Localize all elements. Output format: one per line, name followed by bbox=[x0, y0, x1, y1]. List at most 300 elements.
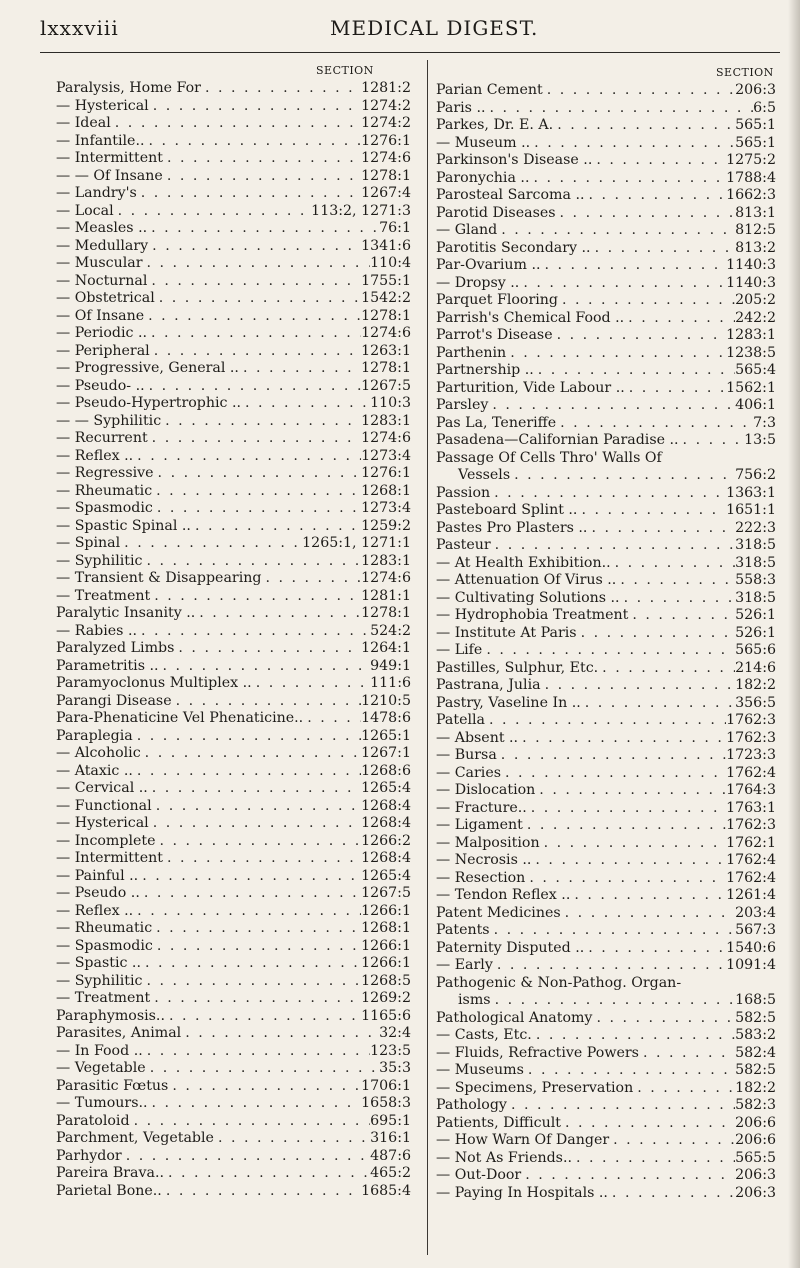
index-entry-section: 1788:4 bbox=[726, 169, 776, 186]
leader-dots bbox=[137, 623, 370, 641]
leader-dots bbox=[163, 168, 361, 186]
index-entry bbox=[56, 693, 411, 711]
leader-dots bbox=[144, 133, 361, 151]
leader-dots bbox=[485, 712, 726, 730]
index-entry-section: 1278:1 bbox=[361, 307, 411, 324]
index-entry-section: 1762:4 bbox=[726, 869, 776, 886]
index-entry-label: — Out-Door bbox=[436, 1167, 522, 1183]
index-entry-section: 206:3 bbox=[735, 82, 776, 98]
index-entry-section: 583:2 bbox=[735, 1027, 776, 1043]
leader-dots bbox=[142, 553, 361, 571]
index-entry-section: 1265:4 bbox=[361, 867, 411, 884]
index-entry-label: Paralytic Insanity .. bbox=[56, 605, 196, 621]
index-entry-section: 582:5 bbox=[735, 1009, 776, 1026]
index-entry bbox=[56, 1095, 411, 1113]
index-entry-label: Parian Cement bbox=[436, 82, 543, 98]
index-entry bbox=[56, 640, 411, 658]
index-entry-label: — Regressive bbox=[56, 465, 154, 481]
leader-dots bbox=[556, 415, 753, 433]
index-entry-label: — Tendon Reflex .. bbox=[436, 887, 571, 903]
index-entry-label: Paternity Disputed .. bbox=[436, 939, 585, 956]
leader-dots bbox=[639, 1045, 735, 1063]
index-entry bbox=[436, 432, 776, 450]
leader-dots bbox=[681, 975, 776, 993]
index-entry bbox=[56, 658, 411, 676]
index-entry bbox=[56, 938, 411, 956]
index-entry-section: 1283:1 bbox=[361, 552, 411, 569]
index-entry bbox=[436, 642, 776, 660]
index-entry bbox=[56, 98, 411, 116]
leader-dots bbox=[159, 658, 371, 676]
leader-dots bbox=[501, 765, 726, 783]
index-entry-label: Pastry, Vaseline In .. bbox=[436, 694, 581, 711]
index-entry-section: 13:5 bbox=[744, 432, 776, 448]
leader-dots bbox=[553, 117, 735, 135]
leader-dots bbox=[624, 310, 735, 328]
index-entry bbox=[436, 625, 776, 643]
page-title: MEDICAL DIGEST. bbox=[330, 16, 539, 40]
leader-dots bbox=[556, 205, 736, 223]
index-entry-label: — Ligament bbox=[436, 817, 523, 833]
index-entry-label: Paramyoclonus Multiplex .. bbox=[56, 675, 252, 691]
index-entry-label: — Hysterical bbox=[56, 815, 149, 831]
index-entry bbox=[436, 765, 776, 783]
index-entry bbox=[436, 310, 776, 328]
index-entry-section: 356:5 bbox=[735, 694, 776, 711]
index-entry-label: Patients, Difficult bbox=[436, 1114, 561, 1131]
leader-dots bbox=[145, 378, 361, 396]
index-entry bbox=[436, 1080, 776, 1098]
index-entry-label: isms bbox=[458, 992, 491, 1008]
index-entry bbox=[436, 502, 776, 520]
index-entry bbox=[436, 345, 776, 363]
index-entry bbox=[436, 922, 776, 940]
index-entry bbox=[56, 605, 411, 623]
index-entry-section: 565:5 bbox=[735, 1149, 776, 1166]
index-entry-label: Patents bbox=[436, 922, 490, 938]
index-entry-section: 1562:1 bbox=[726, 379, 776, 396]
leader-dots bbox=[577, 502, 726, 520]
index-entry-label: — Recurrent bbox=[56, 430, 148, 446]
index-entry-label: Parametritis .. bbox=[56, 657, 159, 674]
index-entry-section: 1278:1 bbox=[361, 360, 411, 376]
index-entry-section: 76:1 bbox=[379, 220, 411, 236]
index-entry bbox=[436, 1062, 776, 1080]
leader-dots bbox=[214, 1130, 370, 1148]
index-entry-section: 567:3 bbox=[735, 922, 776, 938]
index-entry-section: 526:1 bbox=[735, 607, 776, 623]
index-entry-section: 1273:4 bbox=[361, 500, 411, 516]
index-entry-section: 123:5 bbox=[370, 1042, 411, 1059]
index-entry-label: — Spinal bbox=[56, 535, 121, 551]
leader-dots bbox=[524, 1062, 735, 1080]
index-entry bbox=[56, 360, 411, 378]
index-entry-label: Pasteur bbox=[436, 537, 491, 553]
leader-dots bbox=[143, 255, 371, 273]
index-entry-label: — Life bbox=[436, 642, 483, 658]
index-entry-section: 111:6 bbox=[370, 675, 411, 691]
index-entry-label: Pas La, Teneriffe bbox=[436, 414, 557, 431]
leader-dots bbox=[201, 80, 361, 98]
index-entry bbox=[56, 133, 411, 151]
leader-dots bbox=[161, 413, 361, 431]
index-entry-section: 1266:2 bbox=[361, 832, 411, 849]
index-entry-section: 1278:1 bbox=[361, 167, 411, 184]
index-entry-label: — Periodic .. bbox=[56, 325, 147, 341]
index-entry-label: — Fluids, Refractive Powers bbox=[436, 1044, 639, 1061]
index-entry bbox=[56, 990, 411, 1008]
leader-dots bbox=[163, 150, 361, 168]
leader-dots bbox=[150, 588, 361, 606]
index-entry-label: — Nocturnal bbox=[56, 272, 148, 289]
index-entry bbox=[56, 238, 411, 256]
page-number: lxxxviii bbox=[40, 16, 119, 40]
index-entry-label: Paralysis, Home For bbox=[56, 80, 201, 96]
leader-dots bbox=[154, 465, 362, 483]
leader-dots bbox=[142, 973, 361, 991]
leader-dots bbox=[150, 990, 361, 1008]
index-entry-label: Para-Phenaticine Vel Phenaticine.. bbox=[56, 710, 304, 726]
index-entry bbox=[56, 1025, 411, 1043]
leader-dots bbox=[195, 605, 361, 623]
index-entry bbox=[436, 870, 776, 888]
index-entry bbox=[436, 520, 776, 538]
index-entry-section: 1762:3 bbox=[726, 712, 776, 728]
index-entry bbox=[56, 553, 411, 571]
index-entry-label: — Cervical .. bbox=[56, 780, 148, 796]
leader-dots bbox=[633, 1080, 735, 1098]
leader-dots bbox=[592, 1010, 735, 1028]
index-entry-section: 182:2 bbox=[735, 677, 776, 693]
index-entry-section: 1165:6 bbox=[361, 1007, 411, 1024]
index-entry bbox=[56, 325, 411, 343]
index-entry-label: — Absent .. bbox=[436, 729, 519, 746]
leader-dots bbox=[625, 380, 726, 398]
index-entry bbox=[436, 747, 776, 765]
leader-dots bbox=[598, 660, 735, 678]
index-entry-label: — Incomplete bbox=[56, 832, 156, 849]
leader-dots bbox=[148, 1095, 362, 1113]
index-entry-section: 1685:4 bbox=[361, 1182, 411, 1199]
index-entry-section: 214:6 bbox=[735, 659, 776, 676]
index-entry bbox=[56, 570, 411, 588]
page-edge-shadow bbox=[788, 0, 800, 1268]
index-entry bbox=[436, 905, 776, 923]
index-entry-section: 1276:1 bbox=[361, 465, 411, 481]
index-entry bbox=[436, 730, 776, 748]
index-entry-label: Patella bbox=[436, 712, 485, 728]
index-entry-label: Parquet Flooring bbox=[436, 292, 558, 308]
leader-dots bbox=[111, 115, 361, 133]
index-entry-label: — — Of Insane bbox=[56, 167, 163, 184]
index-entry bbox=[56, 343, 411, 361]
leader-dots bbox=[493, 957, 726, 975]
index-entry bbox=[56, 1148, 411, 1166]
index-entry-label: — Not As Friends.. bbox=[436, 1149, 572, 1166]
leader-dots bbox=[152, 920, 361, 938]
leader-dots bbox=[490, 922, 736, 940]
index-entry bbox=[436, 1132, 776, 1150]
leader-dots bbox=[149, 98, 361, 116]
index-entry bbox=[56, 203, 411, 221]
index-entry bbox=[56, 115, 411, 133]
index-entry-section: 35:3 bbox=[379, 1060, 411, 1076]
index-entry bbox=[436, 222, 776, 240]
index-entry bbox=[436, 467, 776, 485]
leader-dots bbox=[486, 100, 754, 118]
index-entry bbox=[436, 695, 776, 713]
index-entry bbox=[436, 152, 776, 170]
index-entry-section: 558:3 bbox=[735, 572, 776, 588]
index-entry bbox=[436, 205, 776, 223]
index-entry-label: Parturition, Vide Labour .. bbox=[436, 379, 625, 396]
leader-dots bbox=[609, 1132, 735, 1150]
index-entry-label: Passage Of Cells Thro' Walls Of bbox=[436, 449, 662, 466]
leader-dots bbox=[165, 1008, 361, 1026]
index-entry-label: Partnership .. bbox=[436, 362, 534, 378]
index-entry-label: Parotid Diseases bbox=[436, 204, 556, 221]
leader-dots bbox=[572, 1150, 735, 1168]
index-entry bbox=[56, 185, 411, 203]
leader-dots bbox=[679, 432, 745, 450]
leader-dots bbox=[143, 1043, 370, 1061]
index-entry-section: 1267:5 bbox=[361, 377, 411, 394]
leader-dots bbox=[529, 170, 726, 188]
index-entry-section: 1274:6 bbox=[361, 150, 411, 166]
index-entry bbox=[56, 1043, 411, 1061]
index-entry-section: 1274:6 bbox=[361, 325, 411, 341]
leader-dots bbox=[147, 325, 361, 343]
index-entry-section: 1363:1 bbox=[726, 484, 776, 501]
leader-dots bbox=[510, 467, 735, 485]
index-entry-label: Par-Ovarium .. bbox=[436, 257, 541, 273]
leader-dots bbox=[155, 290, 361, 308]
index-entry-label: Pasadena—Californian Paradise .. bbox=[436, 432, 679, 448]
leader-dots bbox=[191, 518, 361, 536]
index-entry bbox=[436, 1185, 776, 1203]
index-entry-section: 1091:4 bbox=[726, 957, 776, 973]
index-entry-label: — Ataxic .. bbox=[56, 762, 133, 779]
index-entry bbox=[436, 1115, 776, 1133]
index-entry-section: 318:5 bbox=[735, 589, 776, 606]
leader-dots bbox=[140, 885, 361, 903]
index-entry-section: 1268:4 bbox=[361, 850, 411, 866]
index-entry-section: 1762:4 bbox=[726, 764, 776, 781]
leader-dots bbox=[507, 1097, 735, 1115]
leader-dots bbox=[150, 343, 361, 361]
index-entry-label: — Paying In Hospitals .. bbox=[436, 1184, 608, 1201]
index-entry bbox=[436, 485, 776, 503]
index-entry-label: Paraplegia bbox=[56, 727, 133, 744]
leader-dots bbox=[497, 747, 726, 765]
index-entry-label: — Reflex .. bbox=[56, 447, 134, 464]
leader-dots bbox=[584, 940, 726, 958]
index-entry bbox=[436, 572, 776, 590]
leader-dots bbox=[133, 448, 361, 466]
leader-dots bbox=[181, 1025, 379, 1043]
index-entry bbox=[56, 430, 411, 448]
index-entry bbox=[56, 850, 411, 868]
leader-dots bbox=[581, 695, 735, 713]
leader-dots bbox=[149, 815, 361, 833]
index-entry bbox=[436, 1167, 776, 1185]
index-entry bbox=[56, 500, 411, 518]
index-entry-section: 1267:5 bbox=[361, 885, 411, 901]
index-entry-label: — Treatment bbox=[56, 990, 151, 1006]
index-entry-section: 206:6 bbox=[735, 1132, 776, 1148]
index-entry-label: — Syphilitic bbox=[56, 552, 143, 569]
index-entry-label: — Early bbox=[436, 957, 493, 973]
index-entry-label: — In Food .. bbox=[56, 1042, 143, 1059]
index-entry bbox=[436, 957, 776, 975]
index-entry-section: 1266:1 bbox=[361, 937, 411, 954]
index-entry-label: Pastes Pro Plasters .. bbox=[436, 519, 588, 536]
index-entry bbox=[436, 887, 776, 905]
index-entry bbox=[56, 465, 411, 483]
index-entry-section: 1268:4 bbox=[361, 797, 411, 814]
index-entry-section: 1651:1 bbox=[726, 502, 776, 518]
index-entry-section: 1269:2 bbox=[361, 990, 411, 1006]
index-entry-section: 113:2, 1271:3 bbox=[311, 202, 411, 219]
index-entry-label: — Of Insane bbox=[56, 307, 145, 324]
index-entry-section: 756:2 bbox=[735, 467, 776, 483]
index-entry-label: — Muscular bbox=[56, 255, 143, 271]
leader-dots bbox=[531, 852, 726, 870]
index-entry bbox=[436, 712, 776, 730]
index-entry-section: 7:3 bbox=[753, 414, 776, 431]
index-entry-section: 1281:2 bbox=[361, 80, 411, 96]
index-entry bbox=[436, 1010, 776, 1028]
index-entry-section: 1268:6 bbox=[361, 762, 411, 779]
index-entry bbox=[56, 518, 411, 536]
leader-dots bbox=[491, 537, 735, 555]
leader-dots bbox=[133, 728, 361, 746]
index-entry-section: 695:1 bbox=[370, 1112, 411, 1129]
index-entry-label: — Progressive, General .. bbox=[56, 360, 239, 376]
index-entry-section: 242:2 bbox=[735, 309, 776, 326]
index-entry bbox=[56, 1078, 411, 1096]
index-entry-section: 582:3 bbox=[735, 1097, 776, 1113]
index-entry-section: 1478:6 bbox=[361, 710, 411, 726]
index-entry bbox=[56, 815, 411, 833]
leader-dots bbox=[141, 955, 361, 973]
index-entry-label: — Pseudo-Hypertrophic .. bbox=[56, 395, 241, 411]
index-entry-section: 1140:3 bbox=[726, 274, 776, 291]
index-entry-section: 1274:2 bbox=[361, 97, 411, 114]
index-entry bbox=[56, 168, 411, 186]
index-entry-label: — Obstetrical bbox=[56, 290, 155, 306]
index-column-left bbox=[56, 80, 411, 1200]
index-entry-section: 524:2 bbox=[370, 622, 411, 639]
index-entry bbox=[56, 728, 411, 746]
index-entry-section: 465:2 bbox=[370, 1165, 411, 1181]
index-entry bbox=[436, 397, 776, 415]
index-entry bbox=[56, 1165, 411, 1183]
index-entry-label: — Pseudo .. bbox=[56, 885, 140, 901]
index-entry-label: Pathological Anatomy bbox=[436, 1009, 593, 1026]
index-entry-section: 206:3 bbox=[735, 1184, 776, 1201]
index-entry-section: 205:2 bbox=[735, 292, 776, 308]
index-entry-label: — Spastic Spinal .. bbox=[56, 517, 191, 534]
index-entry-section: 1263:1 bbox=[361, 342, 411, 359]
index-entry-section: 1762:3 bbox=[726, 729, 776, 746]
leader-dots bbox=[540, 835, 726, 853]
leader-dots bbox=[521, 1167, 735, 1185]
index-entry-label: — Dislocation bbox=[436, 782, 536, 798]
index-entry-label: Pasteboard Splint .. bbox=[436, 502, 578, 518]
index-entry bbox=[436, 835, 776, 853]
index-entry-label: — Medullary bbox=[56, 237, 149, 254]
index-entry-label: — Hysterical bbox=[56, 97, 149, 114]
index-entry-label: — Peripheral bbox=[56, 342, 150, 359]
index-entry bbox=[436, 100, 776, 118]
leader-dots bbox=[523, 817, 726, 835]
index-entry bbox=[56, 1008, 411, 1026]
column-divider bbox=[427, 60, 428, 1255]
index-entry bbox=[56, 710, 411, 728]
index-entry-label: — Rabies .. bbox=[56, 622, 137, 639]
index-entry-section: 1755:1 bbox=[361, 272, 411, 289]
index-entry-label: — Tumours.. bbox=[56, 1095, 148, 1111]
index-entry bbox=[56, 413, 411, 431]
index-entry-section: 1267:4 bbox=[361, 185, 411, 201]
index-entry-label: — Functional bbox=[56, 797, 152, 814]
index-entry-section: 1341:6 bbox=[361, 237, 411, 254]
index-entry bbox=[436, 555, 776, 573]
index-entry-section: 565:1 bbox=[735, 134, 776, 151]
leader-dots bbox=[506, 345, 726, 363]
index-entry-section: 1723:3 bbox=[726, 747, 776, 763]
leader-dots bbox=[156, 833, 362, 851]
index-entry-label: Paralyzed Limbs bbox=[56, 640, 175, 656]
leader-dots bbox=[133, 763, 361, 781]
leader-dots bbox=[153, 500, 361, 518]
index-entry-section: 1658:3 bbox=[361, 1095, 411, 1111]
index-entry-section: 1238:5 bbox=[726, 344, 776, 361]
index-entry bbox=[436, 257, 776, 275]
index-entry-section: 1266:1 bbox=[361, 902, 411, 919]
index-entry bbox=[56, 903, 411, 921]
index-entry-section: 206:6 bbox=[735, 1114, 776, 1131]
index-entry-label: Pareira Brava.. bbox=[56, 1165, 164, 1181]
index-entry-section: 1706:1 bbox=[361, 1077, 411, 1094]
index-entry-label: Parthenin bbox=[436, 344, 507, 361]
leader-dots bbox=[584, 187, 726, 205]
leader-dots bbox=[561, 1115, 735, 1133]
index-entry-section: 1542:2 bbox=[361, 290, 411, 306]
index-entry-label: Parhydor bbox=[56, 1147, 122, 1164]
index-entry-label: — Fracture.. bbox=[436, 799, 527, 816]
index-entry bbox=[436, 187, 776, 205]
index-entry bbox=[56, 1113, 411, 1131]
leader-dots bbox=[133, 903, 361, 921]
index-entry bbox=[56, 378, 411, 396]
header-rule bbox=[40, 52, 780, 53]
leader-dots bbox=[153, 938, 361, 956]
index-entry-label: — Reflex .. bbox=[56, 902, 134, 919]
index-entry-label: Passion bbox=[436, 484, 491, 501]
index-entry-label: — Bursa bbox=[436, 747, 497, 763]
leader-dots bbox=[168, 1078, 361, 1096]
index-entry-section: 813:2 bbox=[735, 239, 776, 256]
index-entry-label: — Painful .. bbox=[56, 867, 139, 884]
leader-dots bbox=[174, 640, 361, 658]
index-entry-section: 813:1 bbox=[735, 204, 776, 221]
leader-dots bbox=[152, 798, 361, 816]
index-entry bbox=[56, 220, 411, 238]
leader-dots bbox=[239, 360, 361, 378]
index-entry-label: Parosteal Sarcoma .. bbox=[436, 187, 585, 203]
